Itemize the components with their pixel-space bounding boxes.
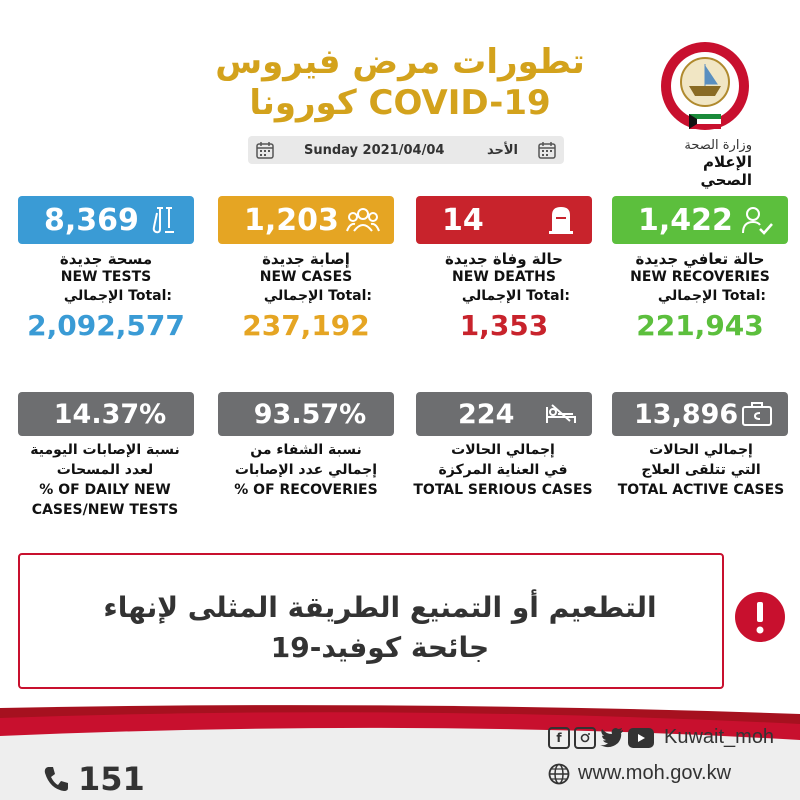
active-label-ar-2: التي تتلقى العلاج	[641, 462, 761, 478]
youtube-icon[interactable]	[628, 728, 654, 748]
deaths-column	[416, 250, 592, 346]
recoveries-label-arabic: حالة تعافي جديدة	[635, 250, 765, 268]
calendar-icon	[538, 141, 556, 159]
positivity-rate-value: 14.37%	[53, 398, 167, 430]
vaccination-message	[80, 588, 680, 668]
active-label-ar-1: إجمالي الحالات	[649, 442, 753, 458]
deaths-total-label: الإجمالي Total:	[461, 288, 570, 304]
title-english: كورونا COVID-19	[249, 83, 551, 123]
recoveries-label-english: NEW RECOVERIES	[630, 269, 770, 285]
new-deaths-value: 14	[442, 202, 484, 238]
date-bar	[248, 136, 564, 164]
new-recoveries-tile	[612, 196, 788, 244]
ministry-logo	[650, 40, 760, 189]
recovery-label-en-1: % OF RECOVERIES	[234, 482, 378, 498]
active-cases-tile	[612, 392, 788, 436]
test-tube-icon	[146, 203, 180, 237]
active-cases-value: 13,896	[634, 398, 739, 430]
cases-column	[218, 250, 394, 346]
person-check-icon	[740, 203, 774, 237]
calendar-icon	[256, 141, 274, 159]
new-cases-tile	[218, 196, 394, 244]
serious-label-ar-1: إجمالي الحالات	[451, 442, 555, 458]
hospital-bed-icon	[544, 397, 578, 431]
new-deaths-tile	[416, 196, 592, 244]
emblem-icon	[659, 40, 751, 136]
title-arabic: تطورات مرض فيروس	[215, 42, 585, 82]
deaths-label-arabic: حالة وفاة جديدة	[445, 250, 563, 268]
twitter-icon[interactable]	[600, 727, 624, 749]
deaths-label-english: NEW DEATHS	[452, 269, 556, 285]
serious-cases-tile	[416, 392, 592, 436]
recovery-rate-tile	[218, 392, 394, 436]
facebook-icon[interactable]: f	[548, 727, 570, 749]
serious-label-en-1: TOTAL SERIOUS CASES	[413, 482, 593, 498]
globe-icon	[548, 763, 570, 785]
media-department: الإعلام الصحي	[700, 153, 752, 189]
recovery-label-ar-1: نسبة الشفاء من	[250, 442, 362, 458]
ministry-name: وزارة الصحة	[684, 138, 752, 153]
positivity-label-ar-1: نسبة الإصابات اليومية	[30, 442, 180, 458]
positivity-label-en-1: % OF DAILY NEW	[39, 482, 171, 498]
tests-total-value: 2,092,577	[27, 309, 185, 342]
recovery-rate-label	[211, 440, 401, 500]
date-english: Sunday 2021/04/04	[304, 142, 445, 158]
serious-cases-label	[400, 440, 606, 500]
positivity-label-ar-2: لعدد المسحات	[56, 462, 154, 478]
new-recoveries-value: 1,422	[638, 202, 733, 238]
serious-label-ar-2: في العناية المركزة	[438, 462, 568, 478]
recovery-label-ar-2: إجمالي عدد الإصابات	[234, 462, 378, 478]
tests-total-label: الإجمالي Total:	[63, 288, 172, 304]
recoveries-column	[612, 250, 788, 346]
new-tests-value: 8,369	[44, 202, 139, 238]
medical-case-icon	[740, 397, 774, 431]
recovery-rate-value: 93.57%	[253, 398, 367, 430]
cases-label-arabic: إصابة جديدة	[262, 250, 350, 268]
hotline[interactable]	[42, 760, 145, 798]
date-arabic: الأحد	[486, 142, 518, 158]
cases-total-value: 237,192	[242, 309, 370, 342]
deaths-total-value: 1,353	[459, 309, 549, 342]
social-links	[548, 726, 774, 749]
social-handle[interactable]: Kuwait_moh	[664, 726, 775, 748]
instagram-icon[interactable]	[574, 727, 596, 749]
website-url[interactable]: www.moh.gov.kw	[578, 762, 732, 784]
active-label-en-1: TOTAL ACTIVE CASES	[617, 482, 785, 498]
website-link[interactable]	[548, 762, 731, 785]
tests-label-arabic: مسحة جديدة	[59, 250, 153, 268]
tombstone-icon	[544, 203, 578, 237]
recoveries-total-value: 221,943	[636, 309, 764, 342]
new-tests-tile	[18, 196, 194, 244]
cases-total-label: الإجمالي Total:	[263, 288, 372, 304]
serious-cases-value: 224	[458, 398, 515, 430]
active-cases-label	[606, 440, 796, 500]
exclamation-icon	[734, 591, 786, 643]
tests-column	[18, 250, 194, 346]
phone-icon	[42, 765, 70, 793]
hotline-number[interactable]: 151	[78, 760, 145, 798]
tests-label-english: NEW TESTS	[60, 269, 152, 285]
recoveries-total-label: الإجمالي Total:	[657, 288, 766, 304]
page-title	[180, 42, 620, 124]
new-cases-value: 1,203	[244, 202, 339, 238]
positivity-rate-tile	[18, 392, 194, 436]
message-line-1: التطعيم أو التمنيع الطريقة المثلى لإنهاء	[103, 591, 657, 624]
message-line-2: جائحة كوفيد-19	[270, 631, 490, 664]
positivity-rate-label	[10, 440, 200, 520]
cases-label-english: NEW CASES	[259, 269, 353, 285]
positivity-label-en-2: CASES/NEW TESTS	[31, 502, 179, 518]
virus-group-icon	[346, 203, 380, 237]
